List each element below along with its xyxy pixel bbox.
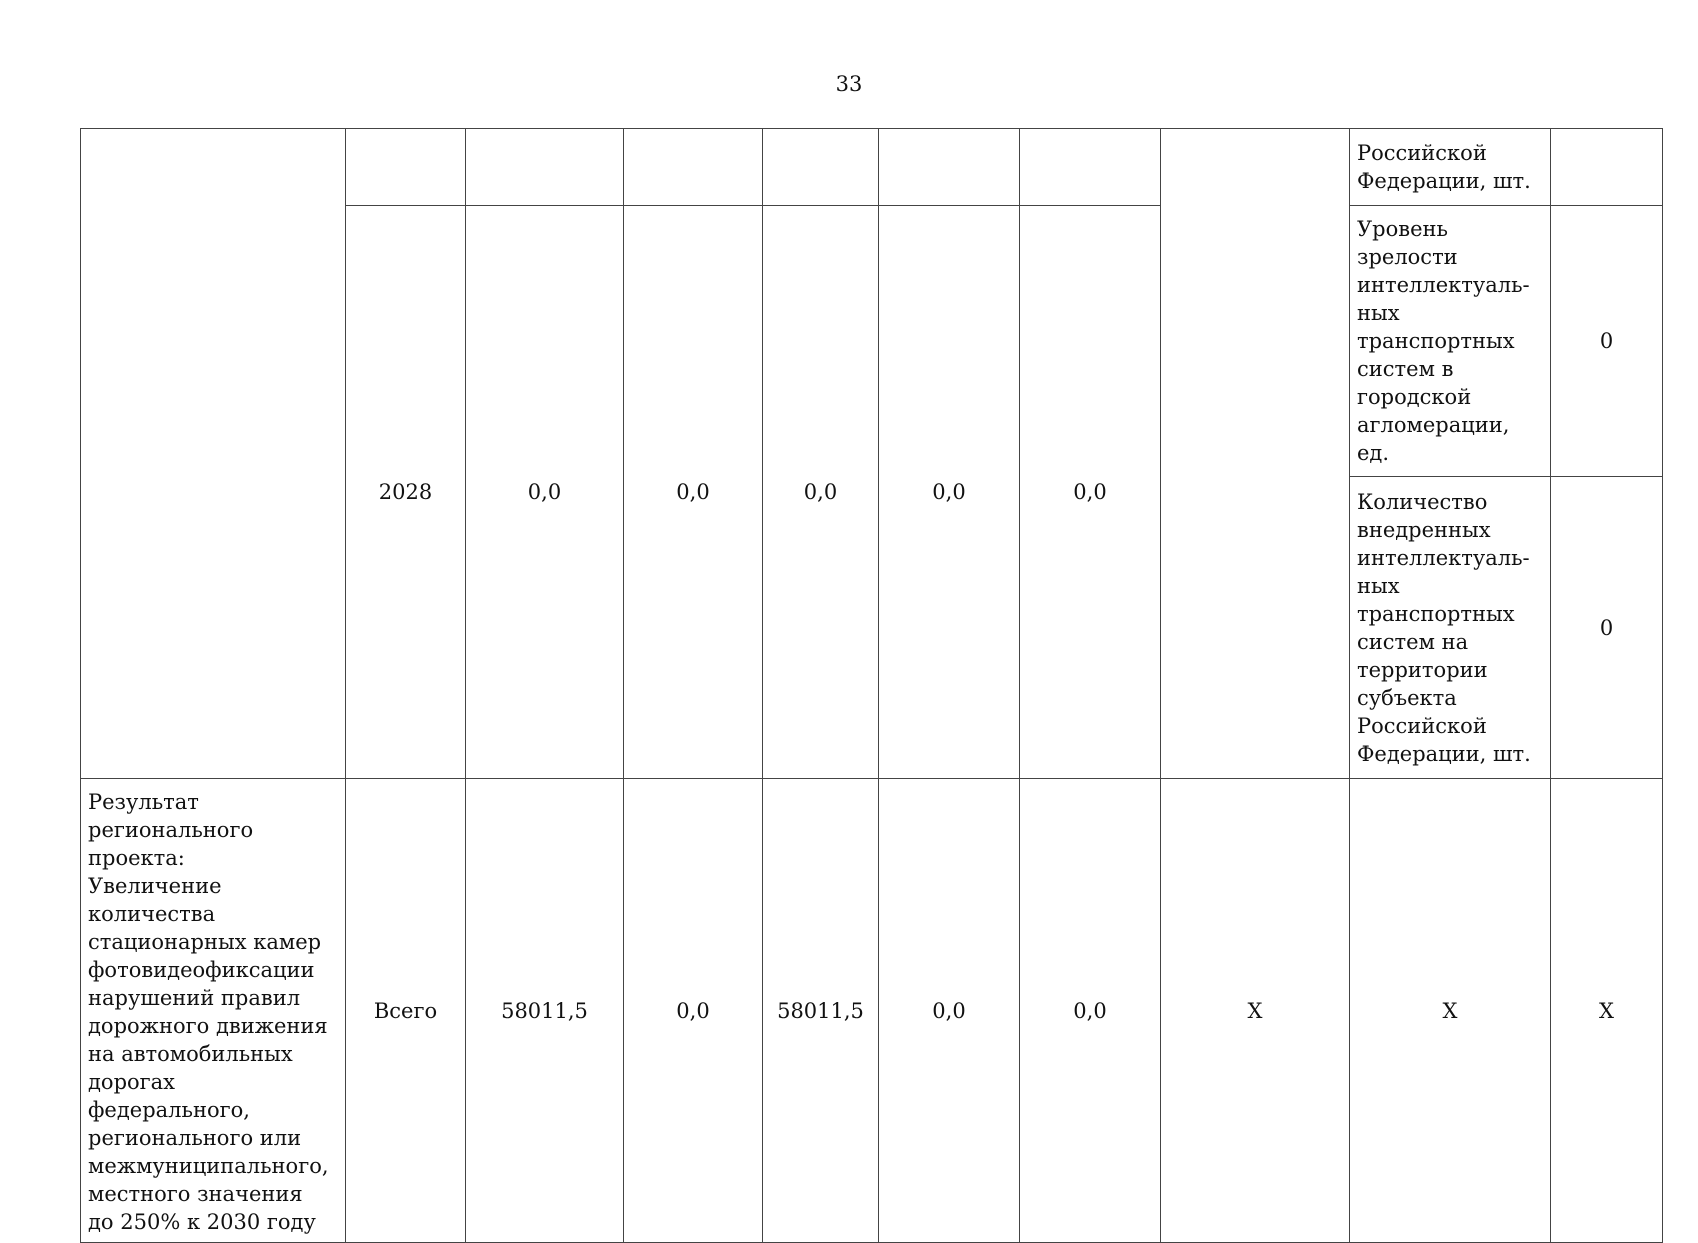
page-number: 33 xyxy=(835,72,863,96)
empty-cell xyxy=(466,129,624,206)
value-cell: 0,0 xyxy=(879,779,1020,1243)
indicator-value xyxy=(1551,129,1663,206)
value-cell: 0,0 xyxy=(1020,779,1161,1243)
value-cell: 0,0 xyxy=(763,206,879,779)
empty-cell xyxy=(624,129,763,206)
value-cell: 0,0 xyxy=(879,206,1020,779)
indicator-value: 0 xyxy=(1551,206,1663,477)
indicator-name: Количество внедренных интеллектуаль- ных транспортных систем на территории субъекта Российской Федерации, шт. xyxy=(1350,477,1551,779)
period-cell: Всего xyxy=(346,779,466,1243)
value-cell: 0,0 xyxy=(1020,206,1161,779)
empty-cell xyxy=(763,129,879,206)
x-mark-cell: Х xyxy=(1161,779,1350,1243)
empty-cell xyxy=(879,129,1020,206)
year-cell: 2028 xyxy=(346,206,466,779)
indicator-value: 0 xyxy=(1551,477,1663,779)
value-cell: 58011,5 xyxy=(466,779,624,1243)
empty-cell xyxy=(1020,129,1161,206)
financing-table xyxy=(80,128,1663,1243)
table-row xyxy=(81,129,1663,206)
empty-cell xyxy=(1161,129,1350,779)
indicator-name: Уровень зрелости интеллектуаль- ных транспортных систем в городской агломерации, ед. xyxy=(1350,206,1551,477)
value-cell: 0,0 xyxy=(466,206,624,779)
value-cell: 0,0 xyxy=(624,779,763,1243)
indicator-name: Российской Федерации, шт. xyxy=(1350,129,1551,206)
empty-cell xyxy=(346,129,466,206)
value-cell: 0,0 xyxy=(624,206,763,779)
table-row xyxy=(81,779,1663,1243)
x-mark-cell: Х xyxy=(1551,779,1663,1243)
value-cell: 58011,5 xyxy=(763,779,879,1243)
x-mark-cell: Х xyxy=(1350,779,1551,1243)
result-title: Результат регионального проекта: Увеличение количества стационарных камер фотовидеофиксации нарушений правил дорожного движения на автомобильных дорогах федерального, регионального или межмуниципального, местного значения до 250% к 2030 году xyxy=(81,779,346,1243)
empty-name-cell xyxy=(81,129,346,779)
